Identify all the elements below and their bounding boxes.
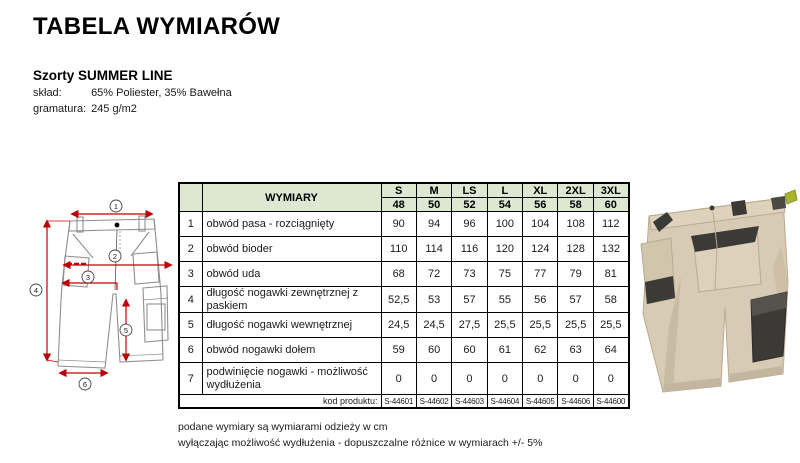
size-number-60: 60: [593, 198, 628, 212]
product-code-label: kod produktu:: [179, 395, 381, 409]
value-cell: 57: [558, 287, 593, 313]
value-cell: 57: [452, 287, 487, 313]
waist-button: [115, 223, 120, 228]
value-cell: 60: [416, 338, 451, 363]
value-cell: 0: [416, 363, 451, 395]
product-code: S-44600: [593, 395, 628, 409]
measurement-label: obwód nogawki dołem: [202, 338, 381, 363]
composition-line: [33, 87, 232, 99]
value-cell: 96: [452, 212, 487, 237]
row-number: 2: [179, 237, 202, 262]
size-header-ls: LS: [452, 183, 487, 198]
product-name: Szorty SUMMER LINE: [33, 68, 173, 83]
value-cell: 72: [416, 262, 451, 287]
dimension-callouts: [30, 200, 132, 390]
product-code: S-44604: [487, 395, 522, 409]
measurement-row-1: [179, 212, 629, 237]
value-cell: 56: [523, 287, 558, 313]
value-cell: 25,5: [593, 313, 628, 338]
measurement-label: obwód pasa - rozciągnięty: [202, 212, 381, 237]
value-cell: 0: [381, 363, 416, 395]
value-cell: 53: [416, 287, 451, 313]
measurement-row-7: [179, 363, 629, 395]
size-header-xl: XL: [523, 183, 558, 198]
corner-cell: [179, 183, 202, 212]
product-photo: [633, 186, 800, 404]
product-code: S-44605: [523, 395, 558, 409]
row-number: 1: [179, 212, 202, 237]
row-number: 5: [179, 313, 202, 338]
value-cell: 58: [593, 287, 628, 313]
value-cell: 73: [452, 262, 487, 287]
size-number-56: 56: [523, 198, 558, 212]
value-cell: 52,5: [381, 287, 416, 313]
value-cell: 0: [452, 363, 487, 395]
value-cell: 25,5: [558, 313, 593, 338]
footnote-tolerance: wyłączając możliwość wydłużenia - dopuszczalne różnice w wymiarach +/- 5%: [178, 437, 543, 449]
value-cell: 59: [381, 338, 416, 363]
value-cell: 132: [593, 237, 628, 262]
value-cell: 0: [558, 363, 593, 395]
weight-value: 245 g/m2: [91, 103, 137, 115]
measurement-row-3: [179, 262, 629, 287]
callout-2: 2: [112, 251, 118, 261]
callout-1: 1: [113, 201, 119, 211]
measurement-label: obwód bioder: [202, 237, 381, 262]
callout-3: 3: [85, 272, 91, 282]
value-cell: 116: [452, 237, 487, 262]
product-code: S-44606: [558, 395, 593, 409]
value-cell: 79: [558, 262, 593, 287]
size-header-l: L: [487, 183, 522, 198]
value-cell: 55: [487, 287, 522, 313]
belt-clip: [785, 190, 797, 204]
value-cell: 124: [523, 237, 558, 262]
measurements-header-cell: WYMIARY: [202, 183, 381, 212]
header-row-sizes: [179, 183, 629, 198]
product-code: S-44603: [452, 395, 487, 409]
value-cell: 100: [487, 212, 522, 237]
measurement-row-5: [179, 313, 629, 338]
callout-5: 5: [123, 325, 129, 335]
value-cell: 104: [523, 212, 558, 237]
size-number-58: 58: [558, 198, 593, 212]
weight-line: [33, 103, 137, 115]
measurement-label: podwinięcie nogawki - możliwość wydłużenia: [202, 363, 381, 395]
value-cell: 27,5: [452, 313, 487, 338]
shorts-measurement-diagram: [25, 190, 177, 392]
dimension-arrows: [47, 214, 171, 373]
value-cell: 68: [381, 262, 416, 287]
size-number-54: 54: [487, 198, 522, 212]
row-number: 7: [179, 363, 202, 395]
footnotes: [178, 419, 542, 451]
value-cell: 81: [593, 262, 628, 287]
value-cell: 60: [452, 338, 487, 363]
weight-label: gramatura:: [33, 103, 87, 115]
photo-button: [710, 206, 715, 211]
value-cell: 61: [487, 338, 522, 363]
value-cell: 120: [487, 237, 522, 262]
size-header-3xl: 3XL: [593, 183, 628, 198]
shorts-outline: [58, 216, 168, 368]
value-cell: 63: [558, 338, 593, 363]
measurement-label: długość nogawki zewnętrznej z paskiem: [202, 287, 381, 313]
value-cell: 128: [558, 237, 593, 262]
page-title: TABELA WYMIARÓW: [33, 13, 281, 40]
size-header-2xl: 2XL: [558, 183, 593, 198]
row-number: 6: [179, 338, 202, 363]
value-cell: 0: [523, 363, 558, 395]
product-code: S-44602: [416, 395, 451, 409]
value-cell: 77: [523, 262, 558, 287]
value-cell: 90: [381, 212, 416, 237]
value-cell: 25,5: [487, 313, 522, 338]
footnote-units: podane wymiary są wymiarami odzieży w cm: [178, 421, 388, 433]
composition-value: 65% Poliester, 35% Bawełna: [91, 87, 232, 99]
value-cell: 62: [523, 338, 558, 363]
value-cell: 24,5: [381, 313, 416, 338]
composition-label: skład:: [33, 87, 62, 99]
value-cell: 0: [593, 363, 628, 395]
callout-4: 4: [33, 285, 39, 295]
size-header-m: M: [416, 183, 451, 198]
value-cell: 25,5: [523, 313, 558, 338]
measurement-row-4: [179, 287, 629, 313]
value-cell: 24,5: [416, 313, 451, 338]
value-cell: 110: [381, 237, 416, 262]
value-cell: 75: [487, 262, 522, 287]
value-cell: 108: [558, 212, 593, 237]
value-cell: 112: [593, 212, 628, 237]
value-cell: 64: [593, 338, 628, 363]
size-number-50: 50: [416, 198, 451, 212]
value-cell: 0: [487, 363, 522, 395]
product-code-row: [179, 395, 629, 409]
callout-6: 6: [82, 379, 88, 389]
measurement-row-2: [179, 237, 629, 262]
size-number-52: 52: [452, 198, 487, 212]
value-cell: 114: [416, 237, 451, 262]
size-table: [178, 182, 630, 409]
size-number-48: 48: [381, 198, 416, 212]
value-cell: 94: [416, 212, 451, 237]
measurement-label: obwód uda: [202, 262, 381, 287]
measurement-label: długość nogawki wewnętrznej: [202, 313, 381, 338]
row-number: 3: [179, 262, 202, 287]
measurement-row-6: [179, 338, 629, 363]
row-number: 4: [179, 287, 202, 313]
product-code: S-44601: [381, 395, 416, 409]
size-header-s: S: [381, 183, 416, 198]
